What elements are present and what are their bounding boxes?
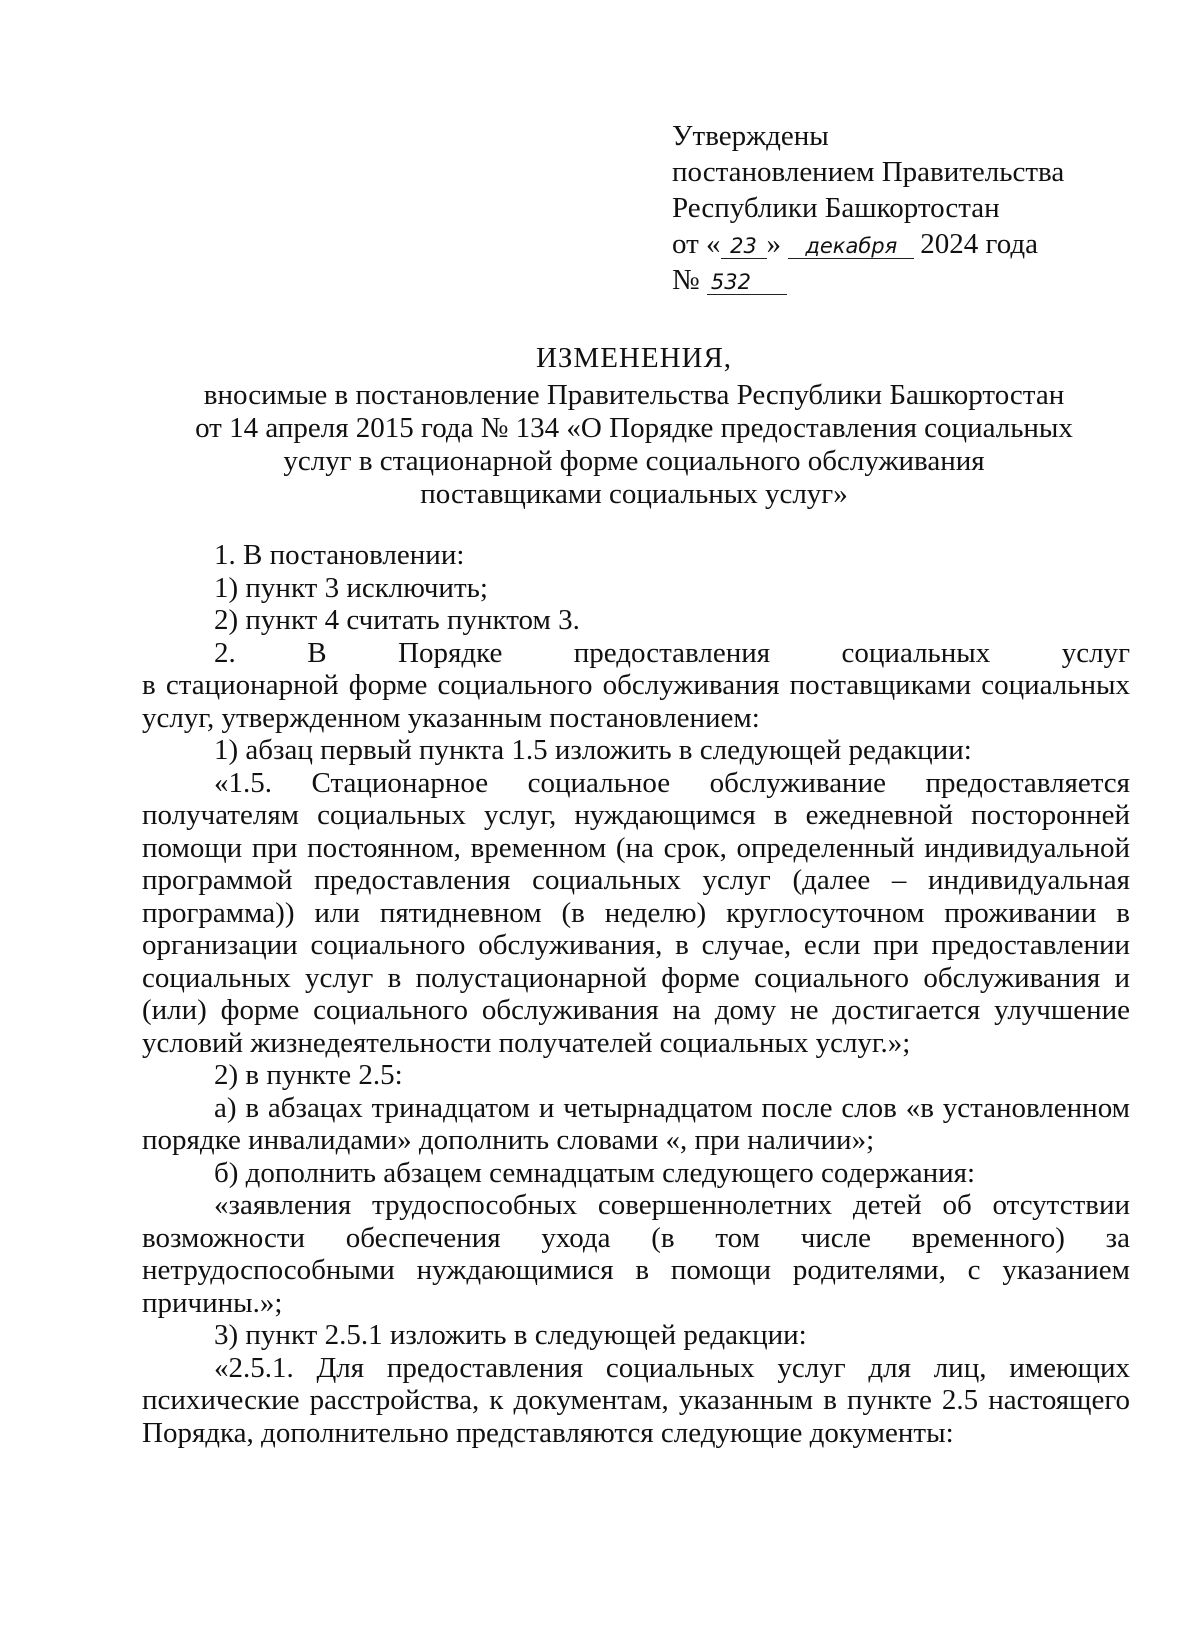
approval-number-line	[672, 262, 1142, 298]
title-line-2: от 14 апреля 2015 года № 134 «О Порядке предоставления социальных	[195, 412, 1073, 444]
title-line-1: вносимые в постановление Правительства Республики Башкортостан	[203, 379, 1065, 411]
paragraph: «1.5. Стационарное социальное обслуживание предоставляется получателям социальных услуг, нуждающимся в ежедневной посторонней помощи при постоянном, временном (на срок, определенный индивидуальной программой предоставления социальных услуг (далее – индивидуальная программа)) или пятидневном (в неделю) круглосуточном проживании в организации социального обслуживания, в случае, если при предоставлении социальных услуг в полустационарной форме социального обслуживания и (или) форме социального обслуживания на дому не достигается улучшение условий жизнедеятельности получателей социальных услуг.»;	[142, 766, 1130, 1059]
paragraph: 2) пункт 4 считать пунктом 3.	[214, 604, 580, 636]
paragraph: 1) абзац первый пункта 1.5 изложить в следующей редакции:	[214, 734, 972, 766]
paragraph: «2.5.1. Для предоставления социальных услуг для лиц, имеющих психические расстройства, к документам, указанным в пункте 2.5 настоящего Порядка, дополнительно представляются следующие документы:	[142, 1351, 1130, 1449]
paragraph: а) в абзацах тринадцатом и четырнадцатом после слов «в установленном порядке инвалидами» дополнить словами «, при наличии»;	[142, 1091, 1130, 1156]
paragraph: 2. В Порядке предоставления социальных услуг	[214, 636, 1130, 669]
title-line-3: услуг в стационарной форме социального обслуживания	[283, 445, 985, 477]
handwritten-number: 532	[707, 270, 787, 295]
paragraph: в стационарной форме социального обслуживания поставщиками социальных услуг, утвержденном указанным постановлением:	[142, 669, 1130, 734]
date-prefix: от «	[672, 228, 721, 260]
title-heading: ИЗМЕНЕНИЯ,	[535, 342, 733, 374]
paragraph: 1. В постановлении:	[214, 539, 465, 571]
number-prefix: №	[672, 264, 700, 296]
paragraph: «заявления трудоспособных совершеннолетних детей об отсутствии возможности обеспечения ухода (в том числе временного) за нетрудоспособными нуждающимися в помощи родителями, с указанием причины.»;	[142, 1189, 1130, 1319]
title-line-4: поставщиками социальных услуг»	[420, 478, 848, 510]
paragraph: б) дополнить абзацем семнадцатым следующего содержания:	[214, 1156, 976, 1189]
paragraph: 3) пункт 2.5.1 изложить в следующей редакции:	[214, 1319, 807, 1351]
approval-line-2: постановлением Правительства	[672, 156, 1065, 188]
date-mid: »	[766, 228, 782, 260]
document-body	[142, 539, 1130, 1449]
approval-stamp-block	[672, 118, 1142, 298]
approval-line-3: Республики Башкортостан	[672, 192, 1000, 224]
approval-date-line	[672, 226, 1142, 262]
handwritten-day: 23	[721, 234, 767, 259]
handwritten-month: декабря	[788, 234, 914, 259]
paragraph: 1) пункт 3 исключить;	[214, 571, 488, 604]
document-title	[140, 342, 1128, 511]
approval-line-1: Утверждены	[672, 120, 829, 152]
date-year: 2024 года	[920, 228, 1039, 260]
paragraph: 2) в пункте 2.5:	[214, 1059, 403, 1091]
